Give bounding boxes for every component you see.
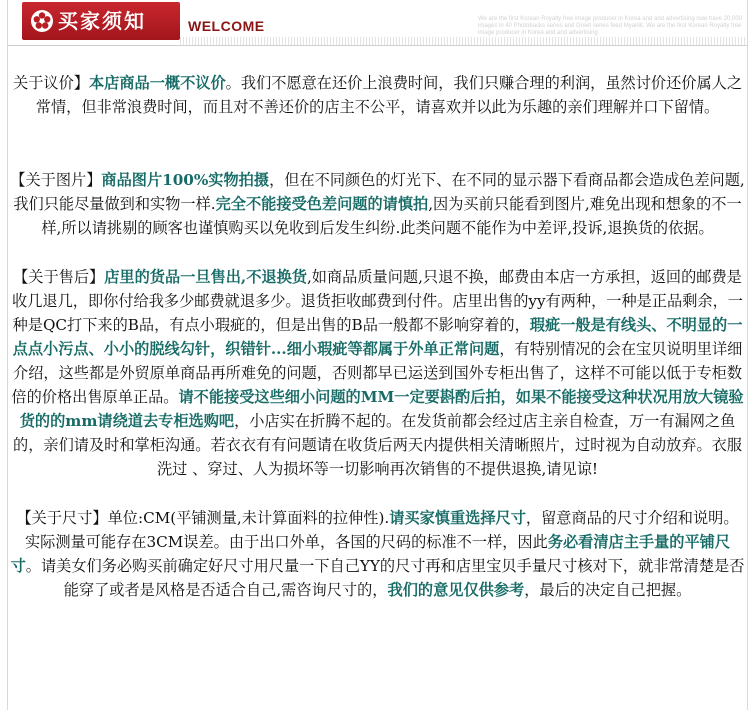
highlight-text: 务必看清店主手量的平铺尺寸 [10,533,731,575]
badge-title: 买家须知 [58,9,146,33]
section-label: 【关于图片】 [10,171,102,189]
body-text: ，最后的决定自己把握。 [524,581,692,599]
highlight-text: 请不能接受这些细小问题的MM一定要斟酌后拍，如果不能接受这种状况用放大镜验货的的mm请绕道去专柜选购吧 [19,388,744,430]
header-rule [180,37,746,45]
section-photos [10,168,745,240]
highlight-text: 请买家慎重选择尺寸 [389,509,526,527]
flower-icon [30,9,54,33]
section-after-sales [10,265,745,481]
section-pricing [10,71,745,119]
buyer-notice-badge [22,2,180,40]
body-text: ，但在不同颜色的灯光下、在不同的显示器下看商品都会造成色差问题,我们只能尽量做到和实物一样. [13,171,745,213]
body-text: ,如商品质量问题,只退不换，邮费由本店一方承担，返回的邮费是收几退几，即你付给我多少邮费就退多少。退货拒收邮费到付件。店里出售的yy有两种，一种是正品剩余，一种是QC打下来的B品，有点小瑕疵的，但是出售的B品一般都不影响穿着的， [12,268,743,334]
section-sizing [10,506,745,602]
section-label: 【关于售后】 [13,268,105,286]
body-text: ，留意商品的尺寸介绍和说明。实际测量可能存在3CM误差。由于出口外单，各国的尺码的标准不一样，因此 [24,509,739,551]
notice-content [10,71,745,602]
highlight-text: 瑕疵一般是有线头、不明显的一点点小污点、小小的脱线勾针，织错针...细小瑕疵等都属于外单正常问题 [12,316,743,358]
highlight-text: 我们的意见仅供参考 [387,581,525,599]
body-text: ，小店实在折腾不起的。在发货前都会经过店主亲自检查，万一有漏网之鱼的，亲们请及时和掌柜沟通。若衣衣有有问题请在收货后两天内提供相关清晰照片，过时视为自动放弃。衣服洗过 、穿过、人为损坏等一切影响再次销售的不提供退换,请见谅! [13,412,742,478]
body-text: ，有特别情况的会在宝贝说明里详细介绍，这些都是外贸原单商品再所难免的问题，否则都早已运送到国外专柜出售了，这样不可能以低于专柜数倍的价格出售原单正品。 [11,340,743,406]
ghost-watermark-text: We are the first Korean Royalty free image producer in Korea and and advertising now have 20,000 images in 40 Photobacks series and Greet series feed Myanlit. We are the first Korean Royalty free image producer in Korea and and advertising [478,16,743,36]
header-banner [8,0,747,46]
body-text: ,因为买前只能看到图片,难免出现和想象的不一样,所以请挑剔的顾客也谨慎购买以免收到后发生纠纷.此类问题不能作为中差评,投诉,退换货的依据。 [41,195,742,237]
body-text: 。请美女们务必购买前确定好尺寸用尺量一下自己YY的尺寸再和店里宝贝手量尺寸核对下，就非常清楚是否能穿了或者是风格是否适合自己,需咨询尺寸的， [25,557,745,599]
highlight-text: 本店商品一概不议价 [88,74,226,92]
section-label: 关于议价】 [13,74,89,92]
highlight-text: 店里的货品一旦售出,不退换货 [104,268,307,286]
section-label: 【关于尺寸】 [16,509,108,527]
body-text: 单位:CM(平铺测量,未计算面料的拉伸性). [107,509,390,527]
header-divider [8,45,747,46]
highlight-text: 完全不能接受色差问题的请慎拍 [215,195,429,213]
body-text: 。我们不愿意在还价上浪费时间，我们只赚合理的利润，虽然讨价还价属人之常情，但非常浪费时间，而且对不善还价的店主不公平，请喜欢并以此为乐趣的亲们理解并口下留情。 [35,74,742,116]
highlight-text: 商品图片100%实物拍摄 [101,171,270,189]
welcome-text: WELCOME [188,18,265,34]
